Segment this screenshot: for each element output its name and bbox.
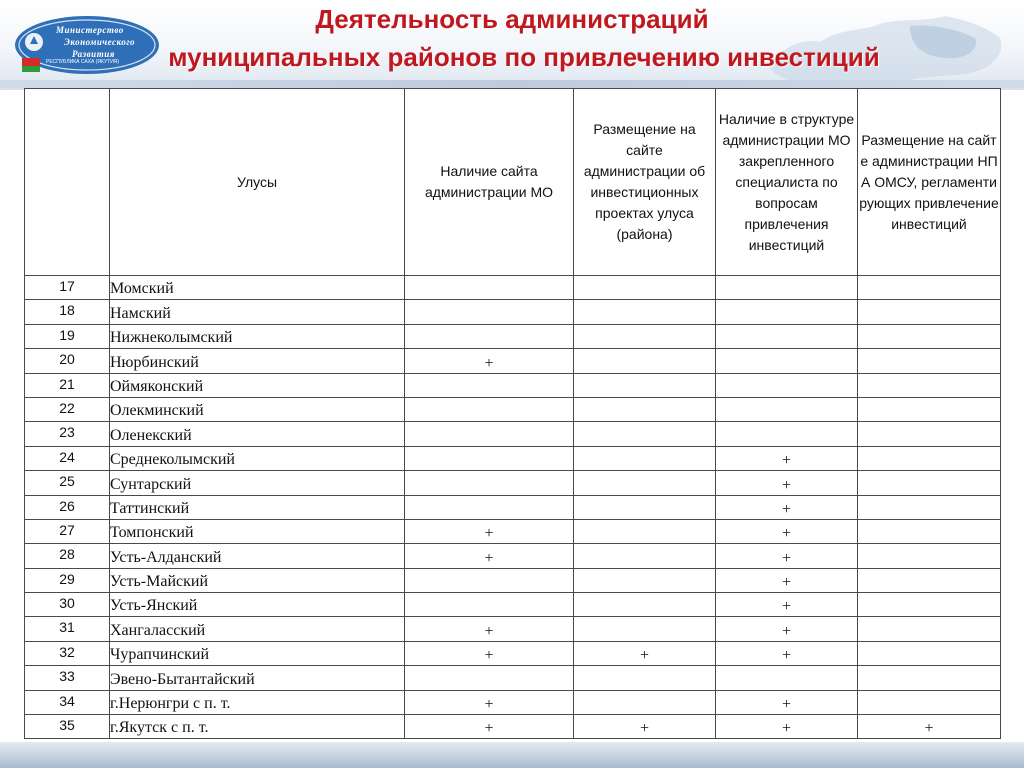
npa-mark [858,373,1001,397]
site-mark: + [405,519,574,543]
site-mark [405,666,574,690]
page-title-line-1: Деятельность администраций [315,4,709,34]
npa-mark [858,568,1001,592]
npa-mark [858,300,1001,324]
page-title-line-2: муниципальных районов по привлечению инвестиций [168,42,880,72]
projects-mark [574,495,716,519]
specialist-mark: + [716,544,858,568]
specialist-mark: + [716,495,858,519]
logo-word-1: Министерство [56,25,124,35]
table-row [25,495,1001,519]
specialist-mark [716,666,858,690]
table-row [25,544,1001,568]
npa-mark [858,422,1001,446]
ulus-name: Сунтарский [110,471,405,495]
projects-mark [574,397,716,421]
row-number: 34 [25,690,110,714]
npa-mark [858,641,1001,665]
logo-subtitle: РЕСПУБЛИКА САХА (ЯКУТИЯ) [46,59,120,65]
table-row [25,666,1001,690]
site-mark: + [405,715,574,739]
footer-band [0,742,1024,768]
site-mark [405,495,574,519]
site-mark: + [405,641,574,665]
table-row [25,471,1001,495]
specialist-mark [716,349,858,373]
ulus-name: Оймяконский [110,373,405,397]
header-projects: Размещение на сайте администрации об инвестиционных проектах улуса (района) [574,89,716,276]
ulus-name: Момский [110,276,405,300]
table-row [25,641,1001,665]
projects-mark [574,349,716,373]
specialist-mark: + [716,641,858,665]
row-number: 19 [25,324,110,348]
table-row [25,373,1001,397]
ulus-name: Усть-Майский [110,568,405,592]
site-mark [405,324,574,348]
table-row [25,690,1001,714]
table-row [25,715,1001,739]
specialist-mark [716,373,858,397]
projects-mark [574,666,716,690]
site-mark: + [405,544,574,568]
npa-mark [858,666,1001,690]
row-number: 27 [25,519,110,543]
projects-mark [574,617,716,641]
specialist-mark [716,276,858,300]
npa-mark [858,519,1001,543]
npa-mark [858,617,1001,641]
row-number: 23 [25,422,110,446]
row-number: 30 [25,593,110,617]
projects-mark: + [574,715,716,739]
row-number: 21 [25,373,110,397]
table-row [25,519,1001,543]
row-number: 18 [25,300,110,324]
ulus-name: Среднеколымский [110,446,405,470]
specialist-mark: + [716,471,858,495]
row-number: 24 [25,446,110,470]
row-number: 17 [25,276,110,300]
specialist-mark: + [716,446,858,470]
npa-mark [858,495,1001,519]
ulus-name: Намский [110,300,405,324]
site-mark [405,568,574,592]
projects-mark [574,544,716,568]
projects-mark [574,519,716,543]
table-row [25,568,1001,592]
header-uluses: Улусы [110,89,405,276]
npa-mark [858,471,1001,495]
row-number: 20 [25,349,110,373]
table-header-row [25,89,1001,276]
investment-activity-table [24,88,1001,739]
table-body [25,276,1001,739]
table-row [25,324,1001,348]
projects-mark [574,593,716,617]
projects-mark [574,276,716,300]
row-number: 31 [25,617,110,641]
table-row [25,276,1001,300]
header-site: Наличие сайта администрации МО [405,89,574,276]
ulus-name: г.Якутск с п. т. [110,715,405,739]
site-mark [405,446,574,470]
site-mark [405,397,574,421]
specialist-mark [716,324,858,348]
logo-word-3: Развития [72,49,115,59]
npa-mark [858,446,1001,470]
projects-mark [574,373,716,397]
npa-mark [858,593,1001,617]
row-number: 32 [25,641,110,665]
table-row [25,422,1001,446]
projects-mark [574,568,716,592]
specialist-mark: + [716,617,858,641]
ulus-name: Усть-Алданский [110,544,405,568]
ulus-name: Чурапчинский [110,641,405,665]
site-mark: + [405,690,574,714]
specialist-mark [716,397,858,421]
projects-mark [574,690,716,714]
npa-mark [858,349,1001,373]
row-number: 26 [25,495,110,519]
specialist-mark: + [716,690,858,714]
ulus-name: Нижнеколымский [110,324,405,348]
projects-mark [574,471,716,495]
row-number: 33 [25,666,110,690]
site-mark [405,373,574,397]
ulus-name: Олекминский [110,397,405,421]
projects-mark: + [574,641,716,665]
ulus-name: Нюрбинский [110,349,405,373]
table-row [25,446,1001,470]
row-number: 29 [25,568,110,592]
npa-mark [858,324,1001,348]
header-number [25,89,110,276]
specialist-mark: + [716,715,858,739]
site-mark [405,593,574,617]
page-title [0,0,1024,76]
projects-mark [574,324,716,348]
projects-mark [574,422,716,446]
ulus-name: Усть-Янский [110,593,405,617]
site-mark [405,422,574,446]
npa-mark: + [858,715,1001,739]
ulus-name: г.Нерюнгри с п. т. [110,690,405,714]
row-number: 35 [25,715,110,739]
header-specialist: Наличие в структуре администрации МО закрепленного специалиста по вопросам привлечения инвестиций [716,89,858,276]
row-number: 28 [25,544,110,568]
npa-mark [858,276,1001,300]
specialist-mark: + [716,568,858,592]
table-row [25,593,1001,617]
table-row [25,349,1001,373]
specialist-mark [716,300,858,324]
site-mark [405,276,574,300]
npa-mark [858,397,1001,421]
specialist-mark: + [716,519,858,543]
ulus-name: Оленекский [110,422,405,446]
npa-mark [858,690,1001,714]
specialist-mark [716,422,858,446]
logo-word-2: Экономического [64,37,136,47]
ulus-name: Таттинский [110,495,405,519]
table-row [25,617,1001,641]
projects-mark [574,300,716,324]
row-number: 25 [25,471,110,495]
row-number: 22 [25,397,110,421]
site-mark [405,471,574,495]
ulus-name: Эвено-Бытантайский [110,666,405,690]
ulus-name: Хангаласский [110,617,405,641]
table-row [25,300,1001,324]
site-mark: + [405,349,574,373]
specialist-mark: + [716,593,858,617]
projects-mark [574,446,716,470]
ulus-name: Томпонский [110,519,405,543]
npa-mark [858,544,1001,568]
header-npa: Размещение на сайте администрации НПА ОМСУ, регламентирующих привлечение инвестиций [858,89,1001,276]
site-mark [405,300,574,324]
site-mark: + [405,617,574,641]
table-row [25,397,1001,421]
